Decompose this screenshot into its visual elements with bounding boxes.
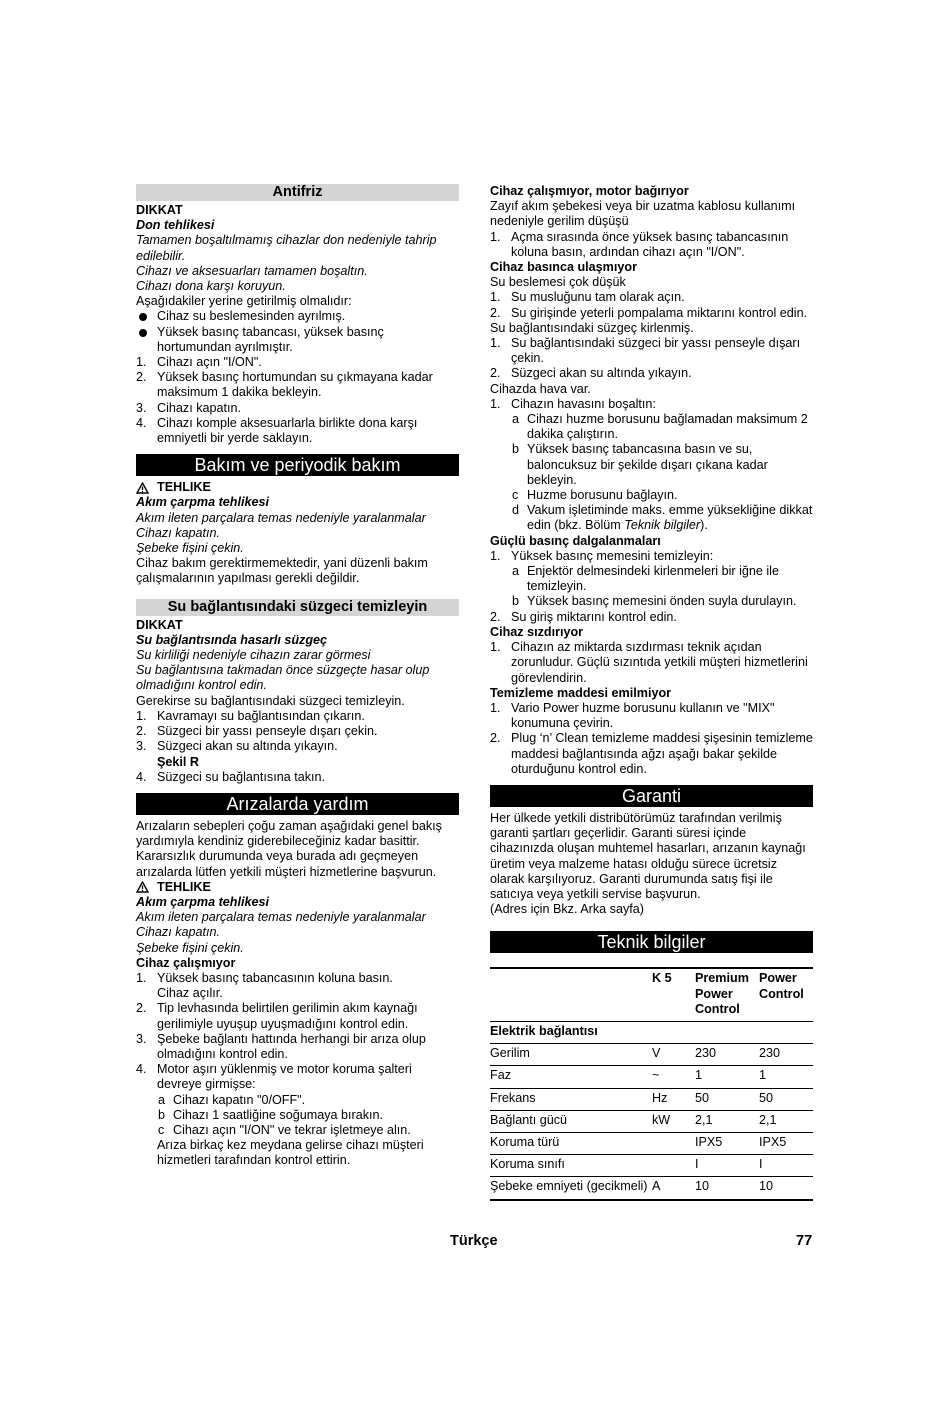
list-item: 1. Su bağlantısındaki süzgeci bir yassı penseyle dışarı çekin. <box>490 336 801 366</box>
list-item: 3. Şebeke bağlantı hattında herhangi bir arıza olup olmadığını kontrol edin. <box>136 1031 426 1061</box>
spec-table <box>490 967 813 1200</box>
table-header-cell: K 5 <box>652 971 672 986</box>
table-cell: 50 <box>759 1088 813 1110</box>
table-cell: I <box>759 1155 813 1177</box>
danger-title: Don tehlikesi <box>136 218 215 233</box>
danger-text: Tamamen boşaltılmamış cihazlar don nedeniyle tahrip edilebilir. <box>136 233 437 263</box>
danger-title: Su bağlantısında hasarlı süzgeç <box>136 632 328 647</box>
table-cell: Şebeke emniyeti (gecikmeli) <box>490 1177 652 1200</box>
table-row <box>490 1088 813 1110</box>
danger-title: Akım çarpma tehlikesi <box>136 894 269 909</box>
sub-list-item: b Yüksek basınç memesini önden suyla durulayın. <box>512 594 797 609</box>
table-cell: Gerilim <box>490 1044 652 1066</box>
table-cell: 2,1 <box>695 1110 759 1132</box>
sub-list-item: a Enjektör delmesindeki kirlenmeleri bir iğne ile temizleyin. <box>512 564 779 594</box>
table-row <box>490 1066 813 1088</box>
sub-list-item: b Cihazı 1 saatliğine soğumaya bırakın. <box>158 1107 384 1122</box>
subheading: Cihaz çalışmıyor, motor bağırıyor <box>490 184 689 198</box>
list-item: 1. Su musluğunu tam olarak açın. <box>490 290 685 305</box>
paragraph: Zayıf akım şebekesi veya bir uzatma kablosu kullanımı nedeniyle gerilim düşüşü <box>490 199 796 229</box>
warning-triangle-icon <box>136 881 149 893</box>
cross-reference: Teknik bilgiler <box>624 518 701 533</box>
section-heading-garanti: Garanti <box>490 785 813 807</box>
table-cell: Hz <box>652 1088 695 1110</box>
list-item: 2. Süzgeci bir yassı penseyle dışarı çekin. <box>136 724 378 739</box>
sub-list-item: b Yüksek basınç tabancasına basın ve su, baloncuksuz bir şekilde dışarı çıkana kadar bekleyin. <box>512 442 768 487</box>
danger-text: Cihazı dona karşı koruyun. <box>136 279 286 294</box>
table-row <box>490 1110 813 1132</box>
table-cell: IPX5 <box>759 1132 813 1154</box>
table-cell: 1 <box>759 1066 813 1088</box>
paragraph: Cihaz bakım gerektirmemektedir, yani düzenli bakım çalışmalarının yapılması gerekli değildir. <box>136 556 428 586</box>
section-heading-filtre: Su bağlantısındaki süzgeci temizleyin <box>136 599 459 616</box>
table-row <box>490 1177 813 1200</box>
section-heading-teknik: Teknik bilgiler <box>490 931 813 953</box>
table-cell: ~ <box>652 1066 695 1088</box>
table-cell: Koruma türü <box>490 1132 652 1154</box>
paragraph: Her ülkede yetkili distribütörümüz tarafından verilmiş garanti şartları geçerlidir. Garanti süresi içinde cihazınızda oluşan muhtemel hasarları, arızanın kaynağı üretim veya malzeme hatası olduğu sürece ücretsiz olarak karşılıyoruz. Garanti durumunda satış fişi ile satıcıya veya yetkili servise başvurun. <box>490 810 806 901</box>
table-cell: 1 <box>695 1066 759 1088</box>
table-section-label: Elektrik bağlantısı <box>490 1021 813 1043</box>
paragraph: Cihazda hava var. <box>490 381 591 396</box>
table-header-cell: Power Control <box>759 971 804 1001</box>
table-section-row <box>490 1021 813 1043</box>
list-item: 1. Kavramayı su bağlantısından çıkarın. <box>136 708 365 723</box>
list-item: 1. Cihazın havasını boşaltın: <box>490 396 656 411</box>
list-item-continuation: Arıza birkaç kez meydana gelirse cihazı müşteri hizmetleri tarafından kontrol ettirin. <box>157 1138 424 1168</box>
table-cell: V <box>652 1044 695 1066</box>
paragraph: Su beslemesi çok düşük <box>490 275 626 290</box>
warning-label: DIKKAT <box>136 617 183 632</box>
list-item: 4. Motor aşırı yüklenmiş ve motor koruma şalteri devreye girmişse: <box>136 1062 412 1092</box>
table-header-cell: Premium Power Control <box>695 971 749 1016</box>
table-cell: 230 <box>759 1044 813 1066</box>
table-cell: Koruma sınıfı <box>490 1155 652 1177</box>
table-header-cell <box>490 968 652 1021</box>
section-heading-ariza: Arızalarda yardım <box>136 793 459 815</box>
list-item: 2. Tip levhasında belirtilen gerilimin akım kaynağı gerilimiyle uyuşup uyuşmadığını kontrol edin. <box>136 1001 418 1031</box>
sub-list-item: d Vakum işletiminde maks. emme yüksekliğine dikkat edin (bkz. Bölüm Teknik bilgiler). <box>512 503 813 533</box>
table-row <box>490 1044 813 1066</box>
table-cell: IPX5 <box>695 1132 759 1154</box>
table-cell: 230 <box>695 1044 759 1066</box>
danger-text: Cihazı ve aksesuarları tamamen boşaltın. <box>136 263 368 278</box>
section-heading-bakim: Bakım ve periyodik bakım <box>136 454 459 476</box>
list-item: 3. Süzgeci akan su altında yıkayın. <box>136 739 338 754</box>
list-item: 1. Açma sırasında önce yüksek basınç tabancasının koluna basın, ardından cihazı açın "I/ON". <box>490 229 789 259</box>
list-item: 2. Süzgeci akan su altında yıkayın. <box>490 366 692 381</box>
list-item-continuation: Cihaz açılır. <box>157 986 223 1001</box>
subheading: Cihaz çalışmıyor <box>136 955 236 970</box>
list-item: 1. Yüksek basınç tabancasının koluna basın. <box>136 970 393 985</box>
list-item: 2. Su giriş miktarını kontrol edin. <box>490 609 677 624</box>
table-cell: 2,1 <box>759 1110 813 1132</box>
figure-reference: Şekil R <box>157 754 199 769</box>
list-item: 1. Yüksek basınç memesini temizleyin: <box>490 548 714 563</box>
bullet-dot-icon <box>139 313 147 321</box>
danger-title: Akım çarpma tehlikesi <box>136 495 269 510</box>
table-row <box>490 1132 813 1154</box>
danger-text: Şebeke fişini çekin. <box>136 940 244 955</box>
subheading: Cihaz sızdırıyor <box>490 624 584 639</box>
danger-text: Cihazı kapatın. <box>136 925 221 940</box>
list-item: 1. Vario Power huzme borusunu kullanın ve "MIX" konumuna çevirin. <box>490 700 775 731</box>
subheading: Temizleme maddesi emilmiyor <box>490 685 672 700</box>
table-header-row <box>490 968 813 1021</box>
list-item: 2. Yüksek basınç hortumundan su çıkmayana kadar maksimum 1 dakika bekleyin. <box>136 370 433 400</box>
warning-label: DIKKAT <box>136 203 183 217</box>
danger-text: Şebeke fişini çekin. <box>136 541 244 556</box>
danger-text: Su bağlantısına takmadan önce süzgeçte hasar olup olmadığını kontrol edin. <box>136 663 430 693</box>
table-cell: Bağlantı gücü <box>490 1110 652 1132</box>
section-heading-antifriz: Antifriz <box>136 184 459 201</box>
list-item: 1. Cihazın az miktarda sızdırması teknik açıdan zorunludur. Güçlü sızıntıda yetkili müşteri hizmetlerini görevlendirin. <box>490 640 808 685</box>
list-item: 4. Cihazı komple aksesuarlarla birlikte dona karşı emniyetli bir yerde saklayın. <box>136 415 418 446</box>
danger-text: Su kirliliği nedeniyle cihazın zarar görmesi <box>136 648 371 663</box>
table-cell: Faz <box>490 1066 652 1088</box>
bullet-dot-icon <box>139 329 147 337</box>
subheading: Cihaz basınca ulaşmıyor <box>490 260 637 275</box>
paragraph: Su bağlantısındaki süzgeç kirlenmiş. <box>490 320 694 335</box>
danger-text: Akım ileten parçalara temas nedeniyle yaralanmalar <box>136 510 426 525</box>
danger-text: Akım ileten parçalara temas nedeniyle yaralanmalar <box>136 910 426 925</box>
list-item: 3. Cihazı kapatın. <box>136 400 242 415</box>
table-cell: 50 <box>695 1088 759 1110</box>
table-cell: Frekans <box>490 1088 652 1110</box>
paragraph: (Adres için Bkz. Arka sayfa) <box>490 902 644 917</box>
right-column <box>490 184 813 1201</box>
warning-triangle-icon <box>136 482 149 494</box>
list-item: 1. Cihazı açın "I/ON". <box>136 355 262 370</box>
page-number: 77 <box>796 1233 813 1249</box>
left-column <box>136 184 459 1169</box>
warning-label: TEHLIKE <box>136 480 459 495</box>
list-item: 4. Süzgeci su bağlantısına takın. <box>136 769 326 784</box>
footer-language: Türkçe <box>450 1233 498 1249</box>
table-cell: 10 <box>695 1177 759 1200</box>
sub-list-item: a Cihazı kapatın "0/OFF". <box>158 1092 306 1107</box>
table-cell: A <box>652 1177 695 1200</box>
table-cell: kW <box>652 1110 695 1132</box>
paragraph: Aşağıdakiler yerine getirilmiş olmalıdır: <box>136 294 352 309</box>
list-item: 2. Su girişinde yeterli pompalama miktarını kontrol edin. <box>490 305 808 320</box>
sub-list-item: c Huzme borusunu bağlayın. <box>512 488 678 503</box>
list-item: 2. Plug ‘n’ Clean temizleme maddesi şişesinin temizleme maddesi bağlantısında ağzı aşağı bakar şekilde oturduğunu kontrol edin. <box>490 731 813 776</box>
table-cell <box>652 1155 695 1177</box>
table-row <box>490 1155 813 1177</box>
bullet-item: Cihaz su beslemesinden ayrılmış. <box>136 309 459 324</box>
sub-list-item: a Cihazı huzme borusunu bağlamadan maksimum 2 dakika çalıştırın. <box>512 412 808 442</box>
subheading: Güçlü basınç dalgalanmaları <box>490 533 661 548</box>
table-cell <box>652 1132 695 1154</box>
table-cell: I <box>695 1155 759 1177</box>
paragraph: Arızaların sebepleri çoğu zaman aşağıdaki genel bakış yardımıyla kendiniz giderebileceğiniz kadar basittir. Kararsızlık durumunda veya burada adı geçmeyen arızalarda lütfen yetkili müşteri hizmetlerine başvurun. <box>136 818 442 879</box>
warning-label: TEHLIKE <box>136 880 459 895</box>
sub-list-item: c Cihazı açın "I/ON" ve tekrar işletmeye alın. <box>158 1122 411 1137</box>
danger-text: Cihazı kapatın. <box>136 525 221 540</box>
paragraph: Gerekirse su bağlantısındaki süzgeci temizleyin. <box>136 693 405 708</box>
table-cell: 10 <box>759 1177 813 1200</box>
bullet-item: Yüksek basınç tabancası, yüksek basınç hortumundan ayrılmıştır. <box>136 325 459 355</box>
